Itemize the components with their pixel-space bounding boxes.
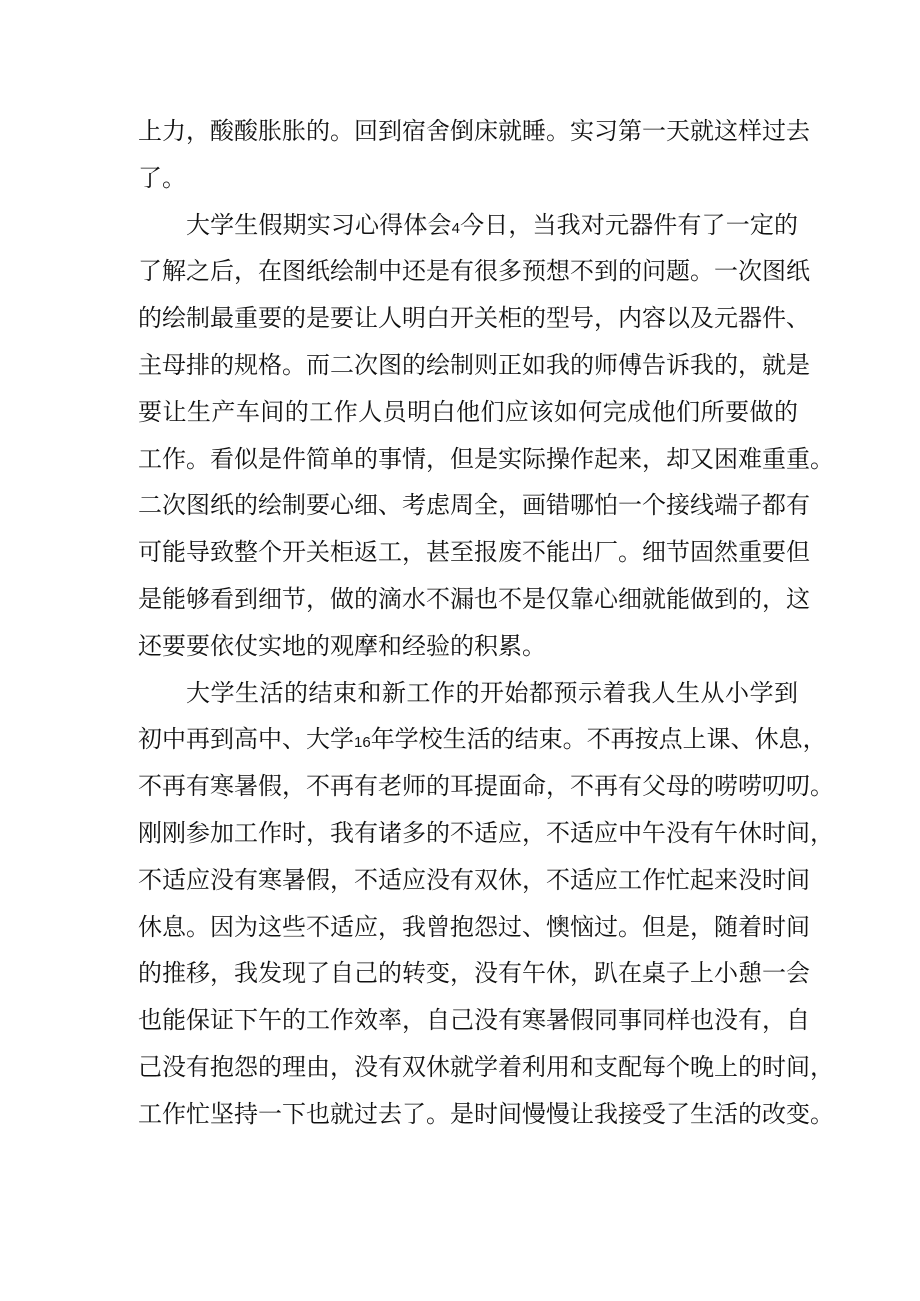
paragraph-line: 己没有抱怨的理由，没有双休就学着利用和支配每个晚上的时间，	[138, 1052, 834, 1081]
paragraph-line: 大学生活的结束和新工作的开始都预示着我人生从小学到	[186, 678, 798, 707]
paragraph-2	[138, 202, 834, 670]
paragraph-line: 还要要依仗实地的观摩和经验的积累。	[138, 631, 546, 660]
paragraph-line: 也能保证下午的工作效率，自己没有寒暑假同事同样也没有，自	[138, 1006, 810, 1035]
paragraph-line: 的绘制最重要的是要让人明白开关柜的型号，内容以及元器件、	[138, 304, 810, 333]
paragraph-text: 大学生假期实习心得体会	[186, 210, 452, 239]
paragraph-1	[138, 108, 810, 202]
paragraph-line	[138, 202, 798, 249]
paragraph-line: 不适应没有寒暑假，不适应没有双休，不适应工作忙起来没时间	[138, 865, 810, 894]
paragraph-line: 要让生产车间的工作人员明白他们应该如何完成他们所要做的	[138, 397, 798, 426]
paragraph-text: 年学校生活的结束。不再按点上课、休息，	[370, 725, 827, 754]
paragraph-line: 二次图纸的绘制要心细、考虑周全，画错哪怕一个接线端子都有	[138, 491, 810, 520]
paragraph-text: 初中再到高中、大学	[138, 725, 354, 754]
inline-number: 16	[354, 734, 371, 752]
paragraph-line: 上力，酸酸胀胀的。回到宿舍倒床就睡。实习第一天就这样过去	[138, 117, 810, 145]
paragraph-line	[138, 716, 827, 763]
paragraph-3	[138, 670, 834, 1138]
paragraph-line: 可能导致整个开关柜返工，甚至报废不能出厂。细节固然重要但	[138, 538, 810, 567]
paragraph-line: 是能够看到细节，做的滴水不漏也不是仅靠心细就能做到的，这	[138, 584, 810, 613]
document-body	[138, 108, 834, 1138]
paragraph-line: 了解之后，在图纸绘制中还是有很多预想不到的问题。一次图纸	[138, 257, 810, 286]
paragraph-line: 刚刚参加工作时，我有诸多的不适应，不适应中午没有午休时间，	[138, 818, 834, 847]
paragraph-line: 了。	[138, 163, 186, 192]
paragraph-line: 不再有寒暑假，不再有老师的耳提面命，不再有父母的唠唠叨叨。	[138, 772, 834, 801]
paragraph-line: 的推移，我发现了自己的转变，没有午休，趴在桌子上小憩一会	[138, 959, 810, 988]
paragraph-text: 今日，当我对元器件有了一定的	[459, 210, 798, 239]
paragraph-line: 主母排的规格。而二次图的绘制则正如我的师傅告诉我的，就是	[138, 350, 810, 379]
paragraph-line: 休息。因为这些不适应，我曾抱怨过、懊恼过。但是，随着时间	[138, 912, 810, 941]
paragraph-line: 工作忙坚持一下也就过去了。是时间慢慢让我接受了生活的改变。	[138, 1099, 834, 1128]
inline-number: 4	[451, 219, 460, 237]
paragraph-line: 工作。看似是件简单的事情，但是实际操作起来，却又困难重重。	[138, 444, 834, 473]
